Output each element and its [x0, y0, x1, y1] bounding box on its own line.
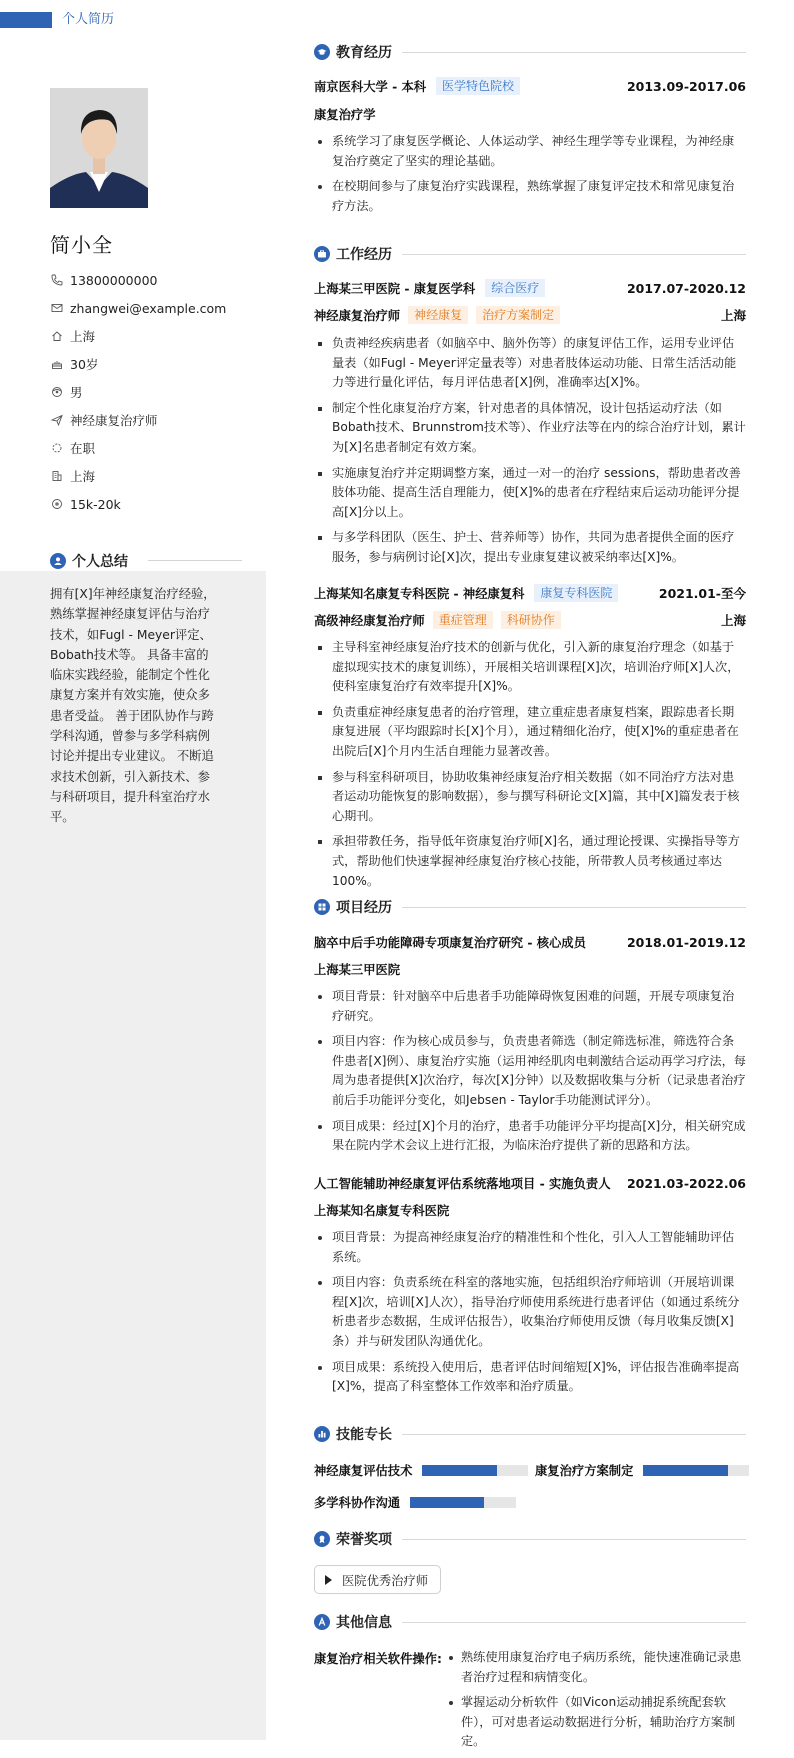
job-2-skill-tag: 科研协作	[501, 611, 561, 629]
list-item: 项目成果：经过[X]个月的治疗，患者手功能评分平均提高[X]分，相关研究成果在院内学术会议上进行汇报，为临床治疗提供了新的思路和方法。	[314, 1117, 746, 1156]
work-divider	[402, 254, 746, 255]
list-item: 制定个性化康复治疗方案，针对患者的具体情况，设计包括运动疗法（如Bobath技术、Brunnstrom技术等）、作业疗法等在内的综合治疗计划，累计为[X]名患者制定有效方案。	[314, 399, 746, 458]
profile-name: 简小全	[50, 233, 113, 257]
job-1-header	[314, 279, 746, 297]
project-2-name: 人工智能辅助神经康复评估系统落地项目 - 实施负责人	[314, 1177, 611, 1191]
awards-divider	[402, 1539, 746, 1540]
info-salary	[50, 490, 226, 518]
job-2-skill-tag: 重症管理	[433, 611, 493, 629]
award-item[interactable]	[314, 1565, 441, 1594]
skill-name: 神经康复评估技术	[314, 1464, 413, 1478]
info-a-icon	[314, 1614, 330, 1630]
job-1-bullets	[314, 334, 746, 574]
info-work-city	[50, 462, 226, 490]
header-tab-bar	[0, 12, 52, 28]
project-2-bullets	[314, 1228, 746, 1403]
status-icon	[50, 441, 64, 455]
job-2-tag: 康复专科医院	[534, 584, 618, 602]
other-label: 康复治疗相关软件操作:	[314, 1652, 442, 1666]
skill-item	[314, 1461, 528, 1479]
job-1-skill-tag: 治疗方案制定	[476, 306, 560, 324]
avatar-portrait-icon	[50, 88, 148, 208]
projects-divider	[402, 907, 746, 908]
info-gender	[50, 378, 226, 406]
job-2-date: 2021.01-至今	[658, 586, 746, 601]
skills-divider	[402, 1434, 746, 1435]
user-icon	[50, 553, 66, 569]
phone-icon	[50, 273, 64, 287]
avatar	[50, 88, 148, 208]
info-city	[50, 322, 226, 350]
grid-icon	[314, 899, 330, 915]
education-bullets	[314, 132, 746, 222]
job-1-location: 上海	[720, 308, 746, 323]
list-item: 实施康复治疗并定期调整方案，通过一对一的治疗 sessions，帮助患者改善肢体功能、提高生活自理能力，使[X]%的患者在疗程结束后运动功能评分提高[X]分以上。	[314, 464, 746, 523]
education-school-row	[314, 77, 746, 95]
project-1-name: 脑卒中后手功能障碍专项康复治疗研究 - 核心成员	[314, 936, 586, 950]
projects-title: 项目经历	[336, 900, 392, 916]
project-2-header	[314, 1174, 746, 1192]
skill-fill	[643, 1465, 728, 1476]
list-item: 项目内容：负责系统在科室的落地实施，包括组织治疗师培训（开展培训课程[X]次，培训[X]人次），指导治疗师使用系统进行患者评估（如通过系统分析患者步态数据，生成评估报告），收集治疗师使用反馈（每月收集反馈[X]条）并与研发团队沟通优化。	[314, 1273, 746, 1351]
project-2-org: 上海某知名康复专科医院	[314, 1204, 450, 1218]
skill-item	[535, 1461, 749, 1479]
job-1-tag: 综合医疗	[485, 279, 545, 297]
list-item: 与多学科团队（医生、护士、营养师等）协作，共同为患者提供全面的医疗服务，参与病例讨论[X]次，提出专业康复建议被采纳率达[X]%。	[314, 528, 746, 567]
mail-icon	[50, 301, 64, 315]
job-2-header	[314, 584, 746, 602]
age-value: 30岁	[70, 357, 99, 372]
other-heading	[314, 1612, 746, 1632]
work-title: 工作经历	[336, 247, 392, 263]
list-item: 项目背景：为提高神经康复治疗的精准性和个性化，引入人工智能辅助评估系统。	[314, 1228, 746, 1267]
summary-heading	[50, 551, 128, 571]
skill-item	[314, 1493, 516, 1511]
other-divider	[402, 1622, 746, 1623]
project-1-bullets	[314, 987, 746, 1162]
skill-fill	[410, 1497, 484, 1508]
building-icon	[50, 469, 64, 483]
info-status	[50, 434, 226, 462]
list-item: 负责重症神经康复患者的治疗管理，建立重症患者康复档案，跟踪患者长期康复进展（平均跟踪时长[X]个月），通过精细化治疗，使[X]%的重症患者在出院后[X]个月内生活自理能力显著改善。	[314, 703, 746, 762]
skill-name: 康复治疗方案制定	[535, 1464, 634, 1478]
award-icon	[314, 1531, 330, 1547]
briefcase-icon	[314, 246, 330, 262]
list-item: 主导科室神经康复治疗技术的创新与优化，引入新的康复治疗理念（如基于虚拟现实技术的康复训练），开展相关培训课程[X]次，培训治疗师[X]人次，使科室康复治疗有效率提升[X]%。	[314, 638, 746, 697]
info-phone	[50, 266, 226, 294]
list-item: 在校期间参与了康复治疗实践课程，熟练掌握了康复评定技术和常见康复治疗方法。	[314, 177, 746, 216]
project-1-org: 上海某三甲医院	[314, 963, 401, 977]
salary-icon	[50, 497, 64, 511]
info-age	[50, 350, 226, 378]
position-value: 神经康复治疗师	[70, 413, 158, 428]
email-value: zhangwei@example.com	[70, 300, 227, 316]
gender-icon	[50, 385, 64, 399]
city-value: 上海	[70, 329, 96, 344]
gender-value: 男	[70, 385, 83, 400]
skill-bar	[410, 1497, 516, 1508]
left-sidebar	[0, 40, 266, 1740]
list-item: 项目背景：针对脑卒中后患者手功能障碍恢复困难的问题，开展专项康复治疗研究。	[314, 987, 746, 1026]
info-position	[50, 406, 226, 434]
home-icon	[50, 329, 64, 343]
job-2-bullets	[314, 638, 746, 897]
list-item: 项目内容：作为核心成员参与，负责患者筛选（制定筛选标准，筛选符合条件患者[X]例）、康复治疗实施（运用神经肌肉电刺激结合运动再学习疗法，每周为患者提供[X]次治疗，每次[X]分钟）以及数据收集与分析（记录患者治疗前后手功能评分变化，如Jebsen - Taylor手功能测试评分）。	[314, 1032, 746, 1110]
skill-fill	[422, 1465, 496, 1476]
education-major-row	[314, 105, 746, 123]
contact-info-list	[50, 266, 226, 518]
header-tab-label: 个人简历	[62, 12, 115, 27]
education-date: 2013.09-2017.06	[626, 78, 746, 94]
phone-value: 13800000000	[70, 272, 158, 288]
list-item: 承担带教任务，指导低年资康复治疗师[X]名，通过理论授课、实操指导等方式，帮助他们快速掌握神经康复治疗核心技能，所带教人员考核通过率达100%。	[314, 832, 746, 891]
award-label: 医院优秀治疗师	[342, 1573, 429, 1588]
salary-value: 15k-20k	[70, 496, 121, 512]
project-2-org-row	[314, 1201, 746, 1219]
list-item: 系统学习了康复医学概论、人体运动学、神经生理学等专业课程，为神经康复治疗奠定了坚实的理论基础。	[314, 132, 746, 171]
job-2-role-row	[314, 611, 746, 629]
summary-text: 拥有[X]年神经康复治疗经验，熟练掌握神经康复评估与治疗技术，如Fugl - Meyer评定、Bobath技术等。 具备丰富的临床实践经验，能制定个性化康复方案并有效实施，使众多患者受益。 善于团队协作与跨学科沟通，曾参与多学科病例讨论并提出专业建议。 不断追求技术创新，引入新技术、参与科研项目，提升科室治疗水平。	[50, 587, 216, 825]
summary-title: 个人总结	[72, 554, 128, 570]
skill-bar	[422, 1465, 528, 1476]
cake-icon	[50, 357, 64, 371]
education-title: 教育经历	[336, 45, 392, 61]
project-1-org-row	[314, 960, 746, 978]
work-city-value: 上海	[70, 469, 96, 484]
job-2-role: 高级神经康复治疗师	[314, 614, 425, 628]
education-tag: 医学特色院校	[436, 77, 520, 95]
graduation-cap-icon	[314, 44, 330, 60]
send-icon	[50, 413, 64, 427]
job-1-date: 2017.07-2020.12	[626, 280, 746, 296]
skill-name: 多学科协作沟通	[314, 1496, 401, 1510]
list-item: 负责神经疾病患者（如脑卒中、脑外伤等）的康复评估工作，运用专业评估量表（如Fugl - Meyer评定量表等）对患者肢体运动功能、日常生活活动能力等进行量化评估，每月评估患者[X]例，准确率达[X]%。	[314, 334, 746, 393]
profile-card	[0, 40, 266, 570]
bar-chart-icon	[314, 1426, 330, 1442]
awards-heading	[314, 1529, 746, 1549]
work-heading	[314, 244, 746, 264]
job-2-org: 上海某知名康复专科医院 - 神经康复科	[314, 587, 525, 601]
projects-heading	[314, 897, 746, 917]
project-2-date: 2021.03-2022.06	[626, 1175, 746, 1191]
job-1-role: 神经康复治疗师	[314, 309, 401, 323]
job-1-role-row	[314, 306, 746, 324]
skills-title: 技能专长	[336, 1427, 392, 1443]
education-school: 南京医科大学 - 本科	[314, 80, 427, 94]
list-item: 参与科室科研项目，协助收集神经康复治疗相关数据（如不同治疗方法对患者运动功能恢复的影响数据），参与撰写科研论文[X]篇，其中[X]篇发表于核心期刊。	[314, 768, 746, 827]
job-1-skill-tag: 神经康复	[408, 306, 468, 324]
summary-divider	[148, 560, 242, 561]
list-item: 项目成果：系统投入使用后，患者评估时间缩短[X]%，评估报告准确率提高[X]%，提高了科室整体工作效率和治疗质量。	[314, 1358, 746, 1397]
play-icon	[325, 1575, 332, 1585]
project-1-date: 2018.01-2019.12	[626, 934, 746, 950]
project-1-header	[314, 933, 746, 951]
status-value: 在职	[70, 441, 96, 456]
job-1-org: 上海某三甲医院 - 康复医学科	[314, 282, 476, 296]
other-bullets	[443, 1648, 746, 1758]
awards-title: 荣誉奖项	[336, 1532, 392, 1548]
education-divider	[402, 52, 746, 53]
skill-bar	[643, 1465, 749, 1476]
skills-heading	[314, 1424, 746, 1444]
education-heading	[314, 42, 746, 62]
list-item: 掌握运动分析软件（如Vicon运动捕捉系统配套软件），可对患者运动数据进行分析，辅助治疗方案制定。	[443, 1693, 746, 1752]
other-title: 其他信息	[336, 1615, 392, 1631]
education-major: 康复治疗学	[314, 108, 376, 122]
info-email	[50, 294, 226, 322]
list-item: 熟练使用康复治疗电子病历系统，能快速准确记录患者治疗过程和病情变化。	[443, 1648, 746, 1687]
job-2-location: 上海	[720, 613, 746, 628]
